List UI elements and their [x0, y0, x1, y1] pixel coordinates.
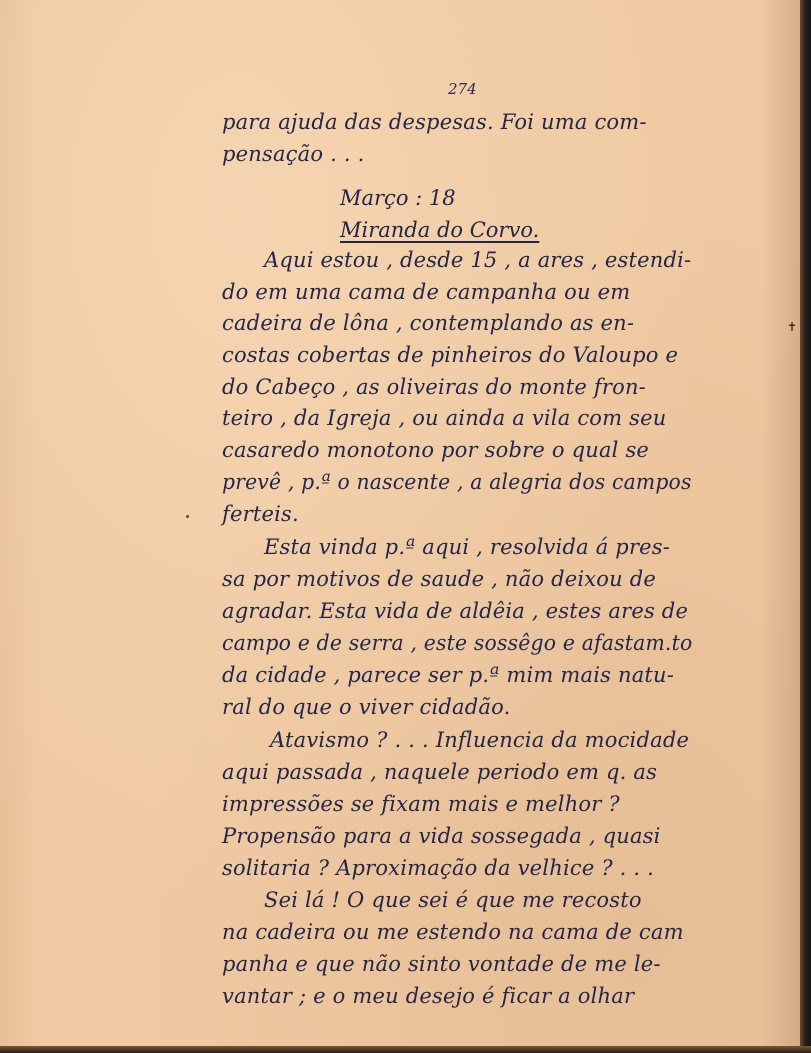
page-edge-bottom [0, 1046, 811, 1053]
text-line: do Cabeço , as oliveiras do monte fron- [222, 375, 646, 399]
text-line: Atavismo ? . . . Influencia da mocidade [270, 728, 690, 752]
text-line: aqui passada , naquele periodo em q. as [222, 760, 658, 784]
text-line: cadeira de lôna , contemplando as en- [222, 311, 635, 335]
page-number: 274 [448, 80, 477, 98]
text-line: solitaria ? Aproximação da velhice ? . . . [222, 856, 655, 880]
text-line: agradar. Esta vida de aldêia , estes ares de [222, 599, 689, 623]
text-line: panha e que não sinto vontade de me le- [222, 952, 661, 976]
entry-date-heading: Março : 18 [340, 186, 456, 210]
text-line: Propensão para a vida sossegada , quasi [222, 824, 661, 848]
paper-speck [186, 515, 189, 518]
text-line: teiro , da Igreja , ou ainda a vila com seu [222, 406, 667, 430]
text-line: ral do que o viver cidadão. [222, 695, 511, 719]
text-line: da cidade , parece ser p.ª mim mais natu- [222, 663, 675, 687]
text-line: Aqui estou , desde 15 , a ares , estendi- [264, 248, 692, 272]
text-line: costas cobertas de pinheiros do Valoupo e [222, 343, 679, 367]
text-line: campo e de serra , este sossêgo e afastam.to [222, 631, 693, 655]
text-line: casaredo monotono por sobre o qual se [222, 438, 650, 462]
text-line: na cadeira ou me estendo na cama de cam [222, 920, 684, 944]
text-line: Sei lá ! O que sei é que me recosto [264, 888, 642, 912]
text-line: pensação . . . [222, 142, 365, 166]
margin-mark: ✝ [787, 320, 798, 334]
text-line: ferteis. [222, 502, 299, 526]
text-line: sa por motivos de saude , não deixou de [222, 567, 657, 591]
text-line: impressões se fixam mais e melhor ? [222, 792, 620, 816]
text-line: vantar ; e o meu desejo é ficar a olhar [222, 984, 635, 1008]
text-line: para ajuda das despesas. Foi uma com- [222, 110, 647, 134]
text-line: do em uma cama de campanha ou em [222, 280, 631, 304]
page-edge-right [800, 0, 811, 1053]
entry-place-heading: Miranda do Corvo. [340, 218, 540, 242]
text-line: Esta vinda p.ª aqui , resolvida á pres- [264, 535, 671, 559]
text-line: prevê , p.ª o nascente , a alegria dos campos [222, 470, 692, 494]
